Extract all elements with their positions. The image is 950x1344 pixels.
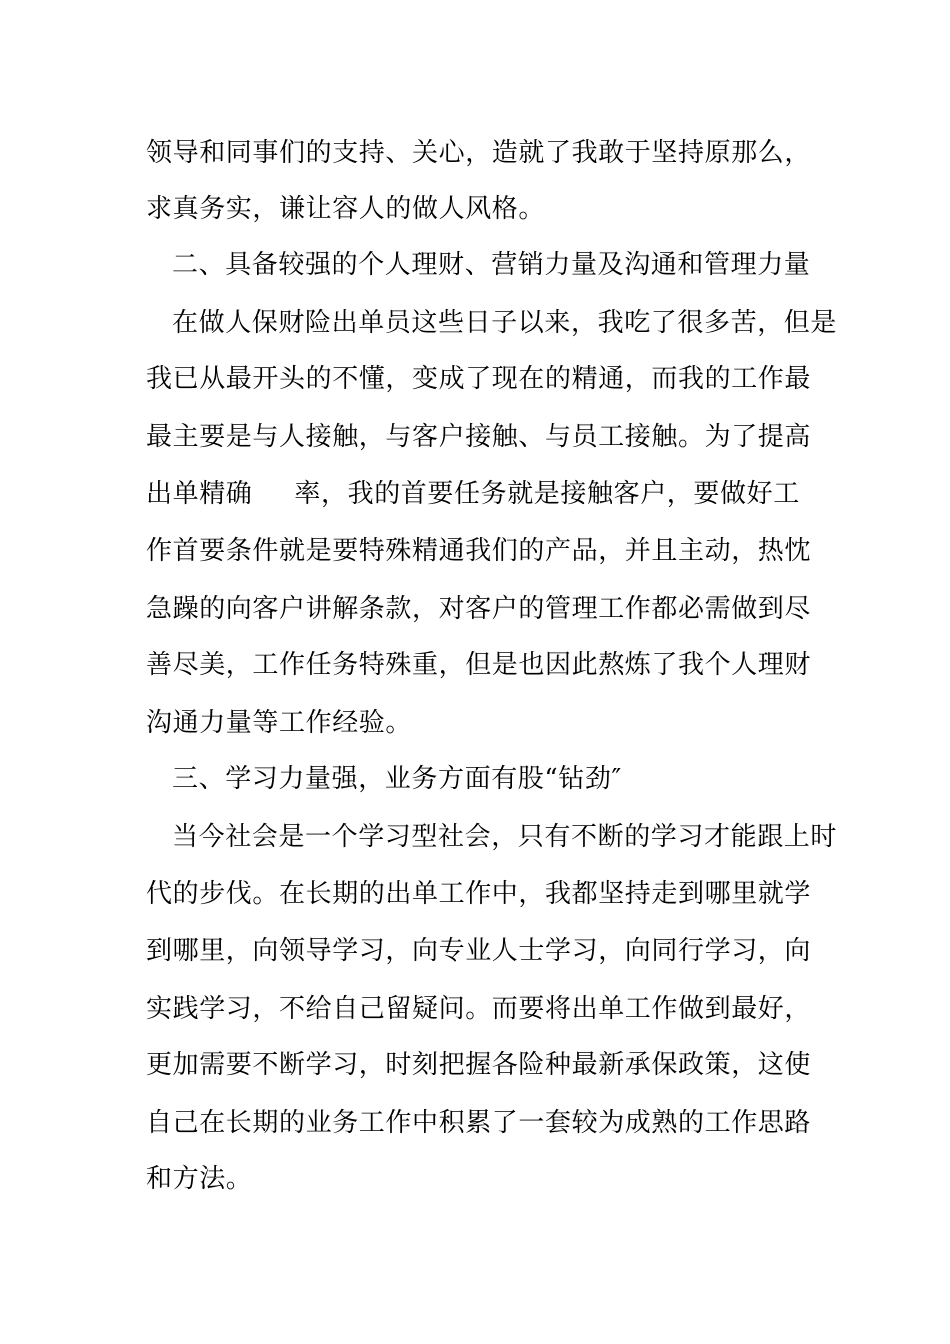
- text-line: 和方法。: [146, 1164, 253, 1194]
- text-fragment: 率，我的首要任务就是接触客户，要做好工: [294, 479, 800, 509]
- text-line: 最主要是与人接触，与客户接触、与员工接触。为了提高: [146, 422, 812, 452]
- text-line: 在做人保财险出单员这些日子以来，我吃了很多苦，但是: [172, 308, 838, 338]
- text-line: 更加需要不断学习，时刻把握各险种最新承保政策，这使: [146, 1050, 812, 1080]
- section-heading: 三、学习力量强，业务方面有股“钻劲″: [172, 764, 622, 794]
- text-line: 作首要条件就是要特殊精通我们的产品，并且主动，热忱: [146, 536, 812, 566]
- text-line: 沟通力量等工作经验。: [146, 708, 413, 738]
- text-line: 实践学习，不给自己留疑问。而要将出单工作做到最好，: [146, 994, 812, 1024]
- text-line: 我已从最开头的不懂，变成了现在的精通，而我的工作最: [146, 364, 812, 394]
- section-heading: 二、具备较强的个人理财、营销力量及沟通和管理力量: [172, 250, 811, 280]
- text-line: 求真务实，谦让容人的做人风格。: [146, 194, 546, 224]
- text-line: 自己在长期的业务工作中积累了一套较为成熟的工作思路: [146, 1108, 812, 1138]
- text-line: 领导和同事们的支持、关心，造就了我敢于坚持原那么，: [146, 138, 812, 168]
- text-line: 当今社会是一个学习型社会，只有不断的学习才能跟上时: [172, 822, 838, 852]
- text-fragment: 出单精确: [146, 479, 253, 509]
- text-line-split: [146, 477, 800, 511]
- text-line: 到哪里，向领导学习，向专业人士学习，向同行学习，向: [146, 936, 812, 966]
- text-line: 善尽美，工作任务特殊重，但是也因此熬炼了我个人理财: [146, 650, 812, 680]
- text-line: 急躁的向客户讲解条款，对客户的管理工作都必需做到尽: [146, 594, 812, 624]
- text-line: 代的步伐。在长期的出单工作中，我都坚持走到哪里就学: [146, 879, 812, 909]
